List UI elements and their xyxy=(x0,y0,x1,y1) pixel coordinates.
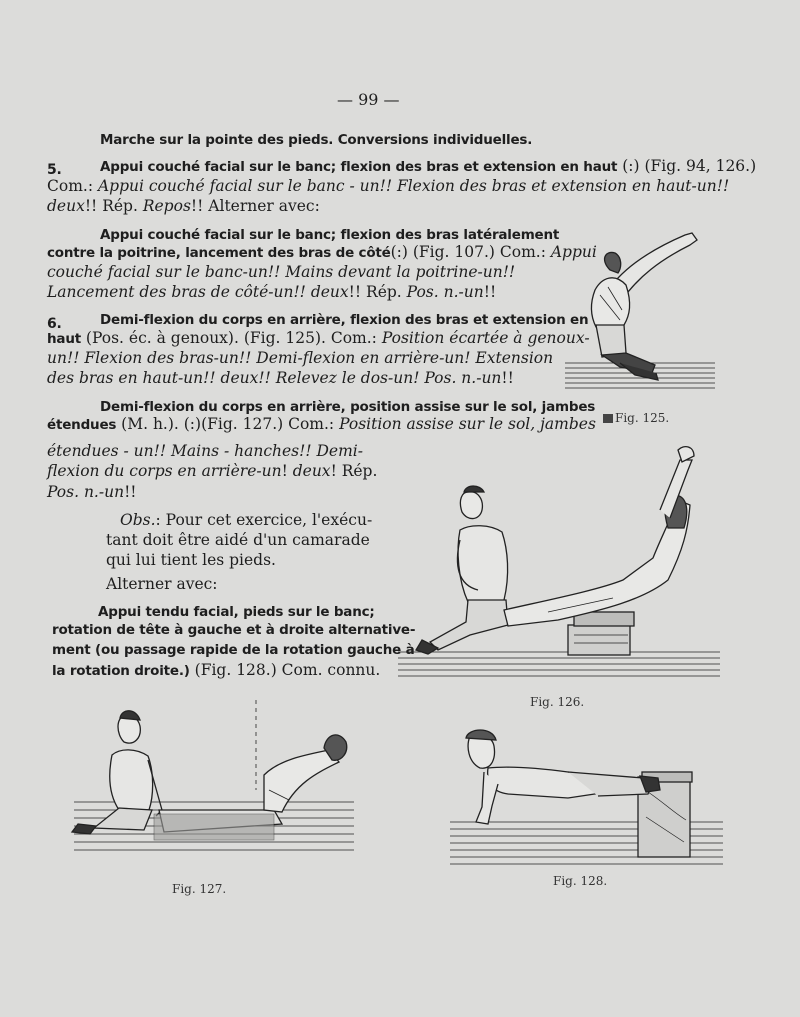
ex6-sub-line-1: Demi-flexion du corps en arrière, position assise sur le sol, jambes xyxy=(100,399,596,415)
section-heading: Marche sur la pointe des pieds. Conversions individuelles. xyxy=(100,132,533,148)
exercise-number-6: 6. xyxy=(47,316,62,332)
ex6-line-2: haut (Pos. éc. à genoux). (Fig. 125). Com.: Position écartée à genoux- xyxy=(47,329,590,347)
figure-127-caption: Fig. 127. xyxy=(172,882,227,896)
figure-125-illustration xyxy=(560,215,720,400)
ex6-sub-line-4: flexion du corps en arrière-un! deux! Rép. xyxy=(47,462,378,480)
ex6-sub-line-3: étendues - un!! Mains - hanches!! Demi- xyxy=(47,442,364,460)
obs-line-2: tant doit être aidé d'un camarade xyxy=(106,531,370,549)
ex6-line-4: des bras en haut-un!! deux!! Relevez le dos-un! Pos. n.-un!! xyxy=(47,369,514,387)
final-line-3: ment (ou passage rapide de la rotation gauche à xyxy=(52,642,415,658)
figure-127-illustration xyxy=(64,700,364,880)
ex5-alt-line-3: couché facial sur le banc-un!! Mains devant la poitrine-un!! xyxy=(47,263,516,281)
obs-line-1: Obs.: Pour cet exercice, l'exécu- xyxy=(120,511,373,529)
alterner-line: Alterner avec: xyxy=(106,575,218,593)
figure-126-illustration xyxy=(398,440,723,685)
exercise-number-5: 5. xyxy=(47,162,62,178)
ex6-sub-line-5: Pos. n.-un!! xyxy=(47,483,137,501)
page-number: — 99 — xyxy=(337,90,400,109)
ex5-alt-line-1: Appui couché facial sur le banc; flexion des bras latéralement xyxy=(100,227,560,243)
ex5-alt-line-2: contre la poitrine, lancement des bras de côté(:) (Fig. 107.) Com.: Appui xyxy=(47,243,597,261)
final-line-2: rotation de tête à gauche et à droite alternative- xyxy=(52,622,416,638)
ex5-line-2: Com.: Appui couché facial sur le banc - un!! Flexion des bras et extension en haut-un!! xyxy=(47,177,730,195)
ex5-alt-line-4: Lancement des bras de côté-un!! deux!! Rép. Pos. n.-un!! xyxy=(47,283,497,301)
final-line-1: Appui tendu facial, pieds sur le banc; xyxy=(98,604,375,620)
ex6-sub-line-2: étendues (M. h.). (:)(Fig. 127.) Com.: Position assise sur le sol, jambes xyxy=(47,415,596,433)
figure-128-caption: Fig. 128. xyxy=(553,874,608,888)
final-line-4: la rotation droite.) (Fig. 128.) Com. connu. xyxy=(52,661,381,679)
figure-126-caption: Fig. 126. xyxy=(530,695,585,709)
figure-128-illustration xyxy=(448,722,726,872)
obs-line-3: qui lui tient les pieds. xyxy=(106,551,276,569)
ex5-line-1: Appui couché facial sur le banc; flexion des bras et extension en haut (:) (Fig. 94, 126.) xyxy=(100,157,757,175)
image-placeholder-icon xyxy=(603,414,613,423)
ex5-line-3: deux!! Rép. Repos!! Alterner avec: xyxy=(47,197,320,215)
figure-125-caption: Fig. 125. xyxy=(603,411,669,425)
ex6-line-3: un!! Flexion des bras-un!! Demi-flexion en arrière-un! Extension xyxy=(47,349,554,367)
ex6-line-1: Demi-flexion du corps en arrière, flexion des bras et extension en xyxy=(100,312,589,328)
